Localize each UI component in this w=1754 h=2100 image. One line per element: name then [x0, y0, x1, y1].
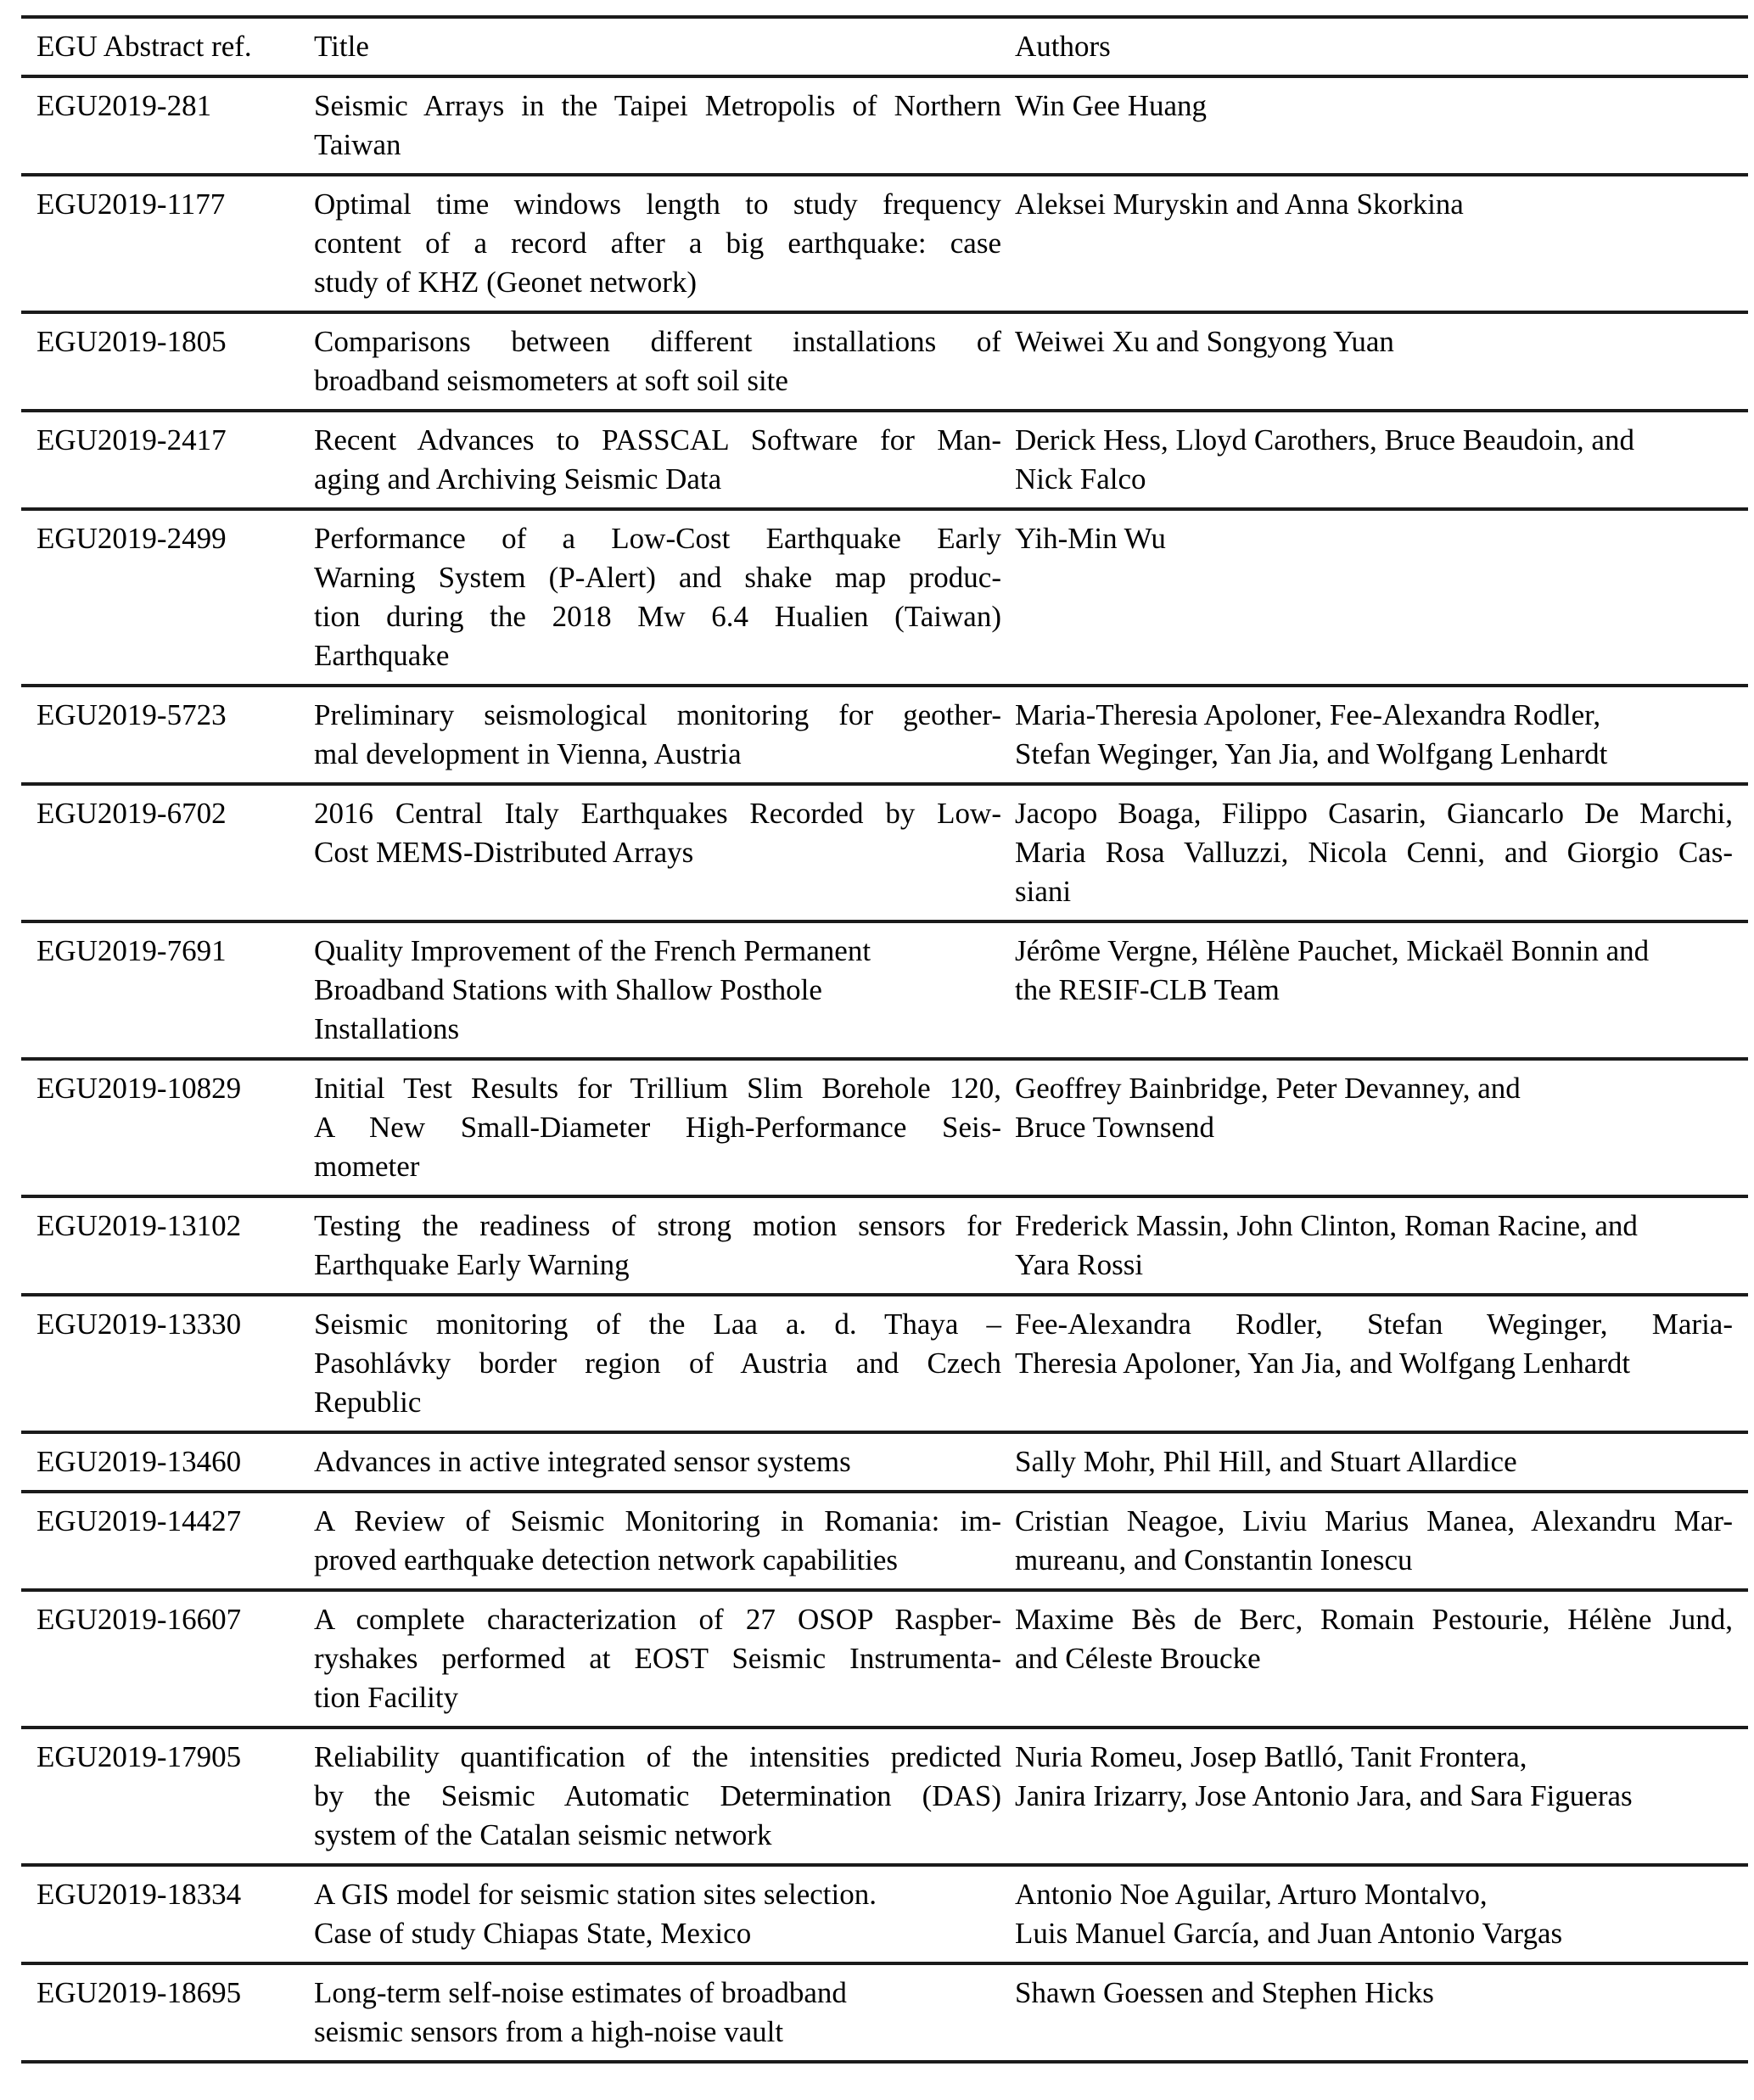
text-line: Antonio Noe Aguilar, Arturo Montalvo,	[1015, 1878, 1488, 1911]
column-header-title: Title	[314, 17, 1015, 76]
abstract-ref-cell	[21, 921, 314, 1059]
text-line: Bruce Townsend	[1015, 1111, 1215, 1144]
text-line: Nick Falco	[1015, 462, 1146, 496]
text-line: ryshakes performed at EOST Seismic Instrumenta-	[314, 1642, 1001, 1675]
abstract-ref: EGU2019-2499	[36, 522, 227, 555]
text-line: mal development in Vienna, Austria	[314, 737, 742, 770]
text-line: Win Gee Huang	[1015, 89, 1208, 122]
text-line: Weiwei Xu and Songyong Yuan	[1015, 325, 1394, 358]
authors-cell	[1015, 509, 1748, 686]
text-line: Theresia Apoloner, Yan Jia, and Wolfgang Lenhardt	[1015, 1347, 1631, 1380]
text-line: Pasohlávky border region of Austria and Czech	[314, 1347, 1001, 1380]
authors-cell	[1015, 1196, 1748, 1295]
text-line: siani	[1015, 875, 1072, 908]
title-cell	[314, 921, 1015, 1059]
table-row	[21, 921, 1748, 1059]
title-cell	[314, 686, 1015, 784]
text-line: Stefan Weginger, Yan Jia, and Wolfgang Lenhardt	[1015, 737, 1608, 770]
abstract-ref: EGU2019-18695	[36, 1976, 242, 2009]
abstract-ref: EGU2019-14427	[36, 1504, 242, 1537]
title-cell	[314, 312, 1015, 411]
table-row	[21, 1059, 1748, 1196]
column-header-authors: Authors	[1015, 17, 1748, 76]
table-row	[21, 1590, 1748, 1728]
text-line: Shawn Goessen and Stephen Hicks	[1015, 1976, 1434, 2009]
text-line: study of KHZ (Geonet network)	[314, 266, 698, 299]
text-line: Cost MEMS-Distributed Arrays	[314, 836, 694, 869]
authors-cell	[1015, 1728, 1748, 1865]
title-cell	[314, 784, 1015, 921]
abstract-ref: EGU2019-17905	[36, 1740, 242, 1773]
table-row	[21, 686, 1748, 784]
table-row	[21, 1492, 1748, 1590]
abstract-ref: EGU2019-1177	[36, 188, 226, 221]
table-row	[21, 1196, 1748, 1295]
text-line: Derick Hess, Lloyd Carothers, Bruce Beaudoin, and	[1015, 423, 1634, 456]
authors-cell	[1015, 1492, 1748, 1590]
abstract-ref-cell	[21, 1295, 314, 1432]
table-row	[21, 175, 1748, 312]
text-line: tion Facility	[314, 1681, 459, 1714]
authors-cell	[1015, 1059, 1748, 1196]
text-line: seismic sensors from a high-noise vault	[314, 2015, 784, 2048]
title-cell	[314, 76, 1015, 175]
title-cell	[314, 1963, 1015, 2062]
text-line: Seismic monitoring of the Laa a. d. Thaya –	[314, 1308, 1001, 1341]
abstract-ref-cell	[21, 1059, 314, 1196]
text-line: Aleksei Muryskin and Anna Skorkina	[1015, 188, 1464, 221]
authors-cell	[1015, 1963, 1748, 2062]
text-line: Initial Test Results for Trillium Slim Borehole 120,	[314, 1072, 1001, 1105]
abstract-ref-cell	[21, 509, 314, 686]
text-line: Earthquake	[314, 639, 450, 672]
text-line: by the Seismic Automatic Determination (DAS)	[314, 1779, 1001, 1812]
text-line: Performance of a Low-Cost Earthquake Early	[314, 522, 1001, 555]
abstract-ref: EGU2019-281	[36, 89, 212, 122]
text-line: Frederick Massin, John Clinton, Roman Racine, and	[1015, 1209, 1638, 1242]
table-row	[21, 76, 1748, 175]
abstract-ref-cell	[21, 784, 314, 921]
text-line: the RESIF-CLB Team	[1015, 973, 1280, 1006]
title-cell	[314, 1295, 1015, 1432]
text-line: Sally Mohr, Phil Hill, and Stuart Allardice	[1015, 1445, 1517, 1478]
abstract-ref: EGU2019-6702	[36, 797, 227, 830]
title-cell	[314, 509, 1015, 686]
text-line: Earthquake Early Warning	[314, 1248, 630, 1281]
abstract-ref: EGU2019-2417	[36, 423, 227, 456]
abstract-ref-cell	[21, 1196, 314, 1295]
authors-cell	[1015, 784, 1748, 921]
title-cell	[314, 411, 1015, 509]
text-line: content of a record after a big earthquake: case	[314, 227, 1001, 260]
text-line: Advances in active integrated sensor systems	[314, 1445, 851, 1478]
abstract-ref-cell	[21, 1865, 314, 1963]
text-line: A GIS model for seismic station sites selection.	[314, 1878, 877, 1911]
text-line: 2016 Central Italy Earthquakes Recorded by Low-	[314, 797, 1001, 830]
authors-cell	[1015, 921, 1748, 1059]
abstract-ref-cell	[21, 1432, 314, 1492]
text-line: and Céleste Broucke	[1015, 1642, 1261, 1675]
abstracts-table	[21, 15, 1748, 2064]
text-line: Testing the readiness of strong motion sensors for	[314, 1209, 1001, 1242]
authors-cell	[1015, 1590, 1748, 1728]
title-cell	[314, 1590, 1015, 1728]
abstract-ref-cell	[21, 686, 314, 784]
text-line: Warning System (P-Alert) and shake map produc-	[314, 561, 1001, 594]
authors-cell	[1015, 411, 1748, 509]
title-cell	[314, 1865, 1015, 1963]
authors-cell	[1015, 312, 1748, 411]
abstract-ref-cell	[21, 175, 314, 312]
abstract-ref-cell	[21, 1963, 314, 2062]
text-line: Geoffrey Bainbridge, Peter Devanney, and	[1015, 1072, 1521, 1105]
text-line: Nuria Romeu, Josep Batlló, Tanit Frontera,	[1015, 1740, 1527, 1773]
authors-cell	[1015, 76, 1748, 175]
title-cell	[314, 175, 1015, 312]
text-line: Maxime Bès de Berc, Romain Pestourie, Hélène Jund,	[1015, 1603, 1733, 1636]
text-line: Republic	[314, 1386, 422, 1419]
title-cell	[314, 1196, 1015, 1295]
abstract-ref: EGU2019-13330	[36, 1308, 242, 1341]
text-line: Fee-Alexandra Rodler, Stefan Weginger, Maria-	[1015, 1308, 1733, 1341]
table-row	[21, 411, 1748, 509]
abstract-ref: EGU2019-16607	[36, 1603, 242, 1636]
abstract-ref-cell	[21, 1492, 314, 1590]
title-cell	[314, 1432, 1015, 1492]
text-line: Quality Improvement of the French Permanent	[314, 934, 871, 967]
abstract-ref-cell	[21, 1728, 314, 1865]
abstract-ref: EGU2019-1805	[36, 325, 227, 358]
table-row	[21, 1963, 1748, 2062]
text-line: Maria Rosa Valluzzi, Nicola Cenni, and Giorgio Cas-	[1015, 836, 1733, 869]
title-cell	[314, 1728, 1015, 1865]
text-line: A New Small-Diameter High-Performance Seis-	[314, 1111, 1001, 1144]
title-cell	[314, 1059, 1015, 1196]
abstract-ref: EGU2019-5723	[36, 698, 227, 731]
table-row	[21, 312, 1748, 411]
abstract-ref: EGU2019-18334	[36, 1878, 242, 1911]
text-line: Broadband Stations with Shallow Posthole	[314, 973, 822, 1006]
abstract-ref: EGU2019-7691	[36, 934, 227, 967]
text-line: system of the Catalan seismic network	[314, 1818, 772, 1851]
abstract-ref-cell	[21, 411, 314, 509]
text-line: Installations	[314, 1012, 460, 1045]
text-line: Jérôme Vergne, Hélène Pauchet, Mickaël Bonnin and	[1015, 934, 1650, 967]
abstract-ref: EGU2019-13460	[36, 1445, 242, 1478]
text-line: Luis Manuel García, and Juan Antonio Vargas	[1015, 1917, 1563, 1950]
text-line: Yara Rossi	[1015, 1248, 1144, 1281]
text-line: mometer	[314, 1150, 420, 1183]
text-line: Long-term self-noise estimates of broadband	[314, 1976, 847, 2009]
text-line: Jacopo Boaga, Filippo Casarin, Giancarlo De Marchi,	[1015, 797, 1733, 830]
column-header-abstract-ref: EGU Abstract ref.	[21, 17, 314, 76]
text-line: Comparisons between different installations of	[314, 325, 1001, 358]
table-row	[21, 1865, 1748, 1963]
authors-cell	[1015, 1295, 1748, 1432]
text-line: aging and Archiving Seismic Data	[314, 462, 722, 496]
text-line: Reliability quantification of the intensities predicted	[314, 1740, 1001, 1773]
text-line: Janira Irizarry, Jose Antonio Jara, and Sara Figueras	[1015, 1779, 1633, 1812]
text-line: A Review of Seismic Monitoring in Romania: im-	[314, 1504, 1001, 1537]
authors-cell	[1015, 686, 1748, 784]
text-line: proved earthquake detection network capabilities	[314, 1543, 899, 1576]
authors-cell	[1015, 175, 1748, 312]
authors-cell	[1015, 1432, 1748, 1492]
table-row	[21, 1728, 1748, 1865]
text-line: broadband seismometers at soft soil site	[314, 364, 788, 397]
text-line: Taiwan	[314, 128, 401, 161]
text-line: Optimal time windows length to study frequency	[314, 188, 1001, 221]
table-header-row	[21, 17, 1748, 76]
abstract-ref: EGU2019-10829	[36, 1072, 242, 1105]
abstract-ref: EGU2019-13102	[36, 1209, 242, 1242]
title-cell	[314, 1492, 1015, 1590]
text-line: Cristian Neagoe, Liviu Marius Manea, Alexandru Mar-	[1015, 1504, 1733, 1537]
authors-cell	[1015, 1865, 1748, 1963]
text-line: A complete characterization of 27 OSOP Raspber-	[314, 1603, 1001, 1636]
text-line: Preliminary seismological monitoring for geother-	[314, 698, 1001, 731]
text-line: Yih-Min Wu	[1015, 522, 1166, 555]
abstract-ref-cell	[21, 1590, 314, 1728]
table-row	[21, 1295, 1748, 1432]
abstract-ref-cell	[21, 312, 314, 411]
abstract-ref-cell	[21, 76, 314, 175]
text-line: mureanu, and Constantin Ionescu	[1015, 1543, 1413, 1576]
text-line: Recent Advances to PASSCAL Software for Man-	[314, 423, 1001, 456]
text-line: Maria-Theresia Apoloner, Fee-Alexandra Rodler,	[1015, 698, 1601, 731]
text-line: Case of study Chiapas State, Mexico	[314, 1917, 752, 1950]
table-row	[21, 784, 1748, 921]
text-line: Seismic Arrays in the Taipei Metropolis of Northern	[314, 89, 1001, 122]
table-row	[21, 1432, 1748, 1492]
table-body	[21, 76, 1748, 2062]
table-row	[21, 509, 1748, 686]
text-line: tion during the 2018 Mw 6.4 Hualien (Taiwan)	[314, 600, 1001, 633]
